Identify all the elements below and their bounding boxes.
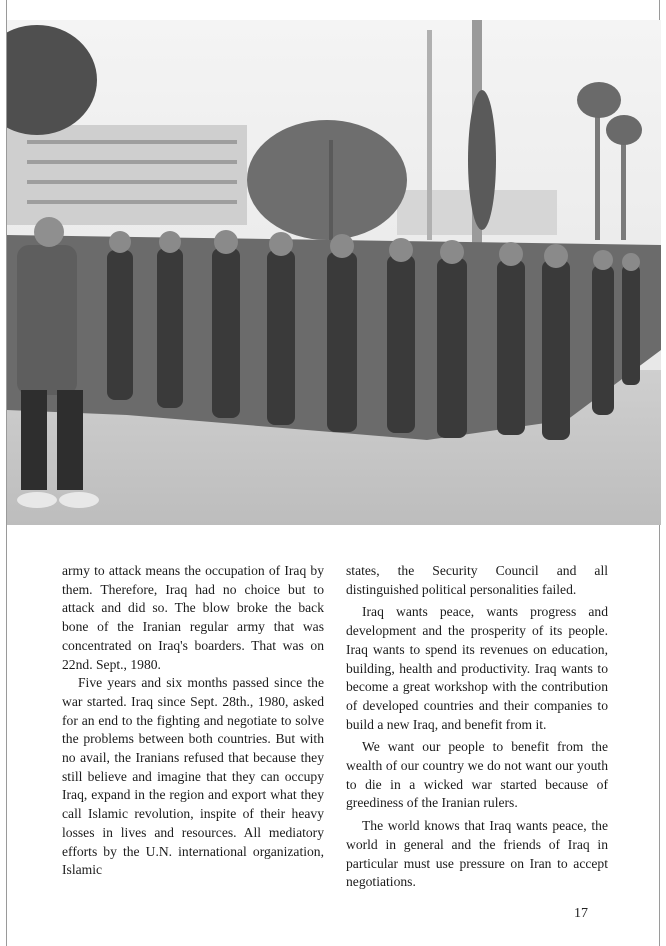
parade-photo — [7, 20, 661, 525]
paragraph: The world knows that Iraq wants peace, the world in general and the friends of Iraq in particular must use pressure on Iran to accept negotiations. — [346, 818, 608, 890]
paragraph: states, the Security Council and all distinguished political personalities failed. — [346, 563, 608, 597]
paragraph: army to attack means the occupation of Iraq by them. Therefore, Iraq had no choice but to attack and did so. The blow broke the back bone of the Iranian regular army that was concentrated on Iraq's boarders. That was on 22nd. Sept., 1980. — [62, 563, 324, 672]
paragraph: Iraq wants peace, wants progress and development and the prosperity of its people. Iraq wants to spend its revenues on education, building, health and productivity. Iraq wants to become a great workshop with the contribution of developed countries and their companies to build a new Iraq, and benefit from it. — [346, 604, 608, 732]
left-text-column — [62, 562, 324, 880]
right-text-column — [346, 562, 608, 892]
paragraph: Five years and six months passed since the war started. Iraq since Sept. 28th., 1980, asked for an end to the fighting and negotiate to solve the problems between both countries. But with no avail, the Iranians refused that because they still believe and imagine that they can occupy Iraq, expand in the region and export what they call Islamic revolution, inspite of their heavy losses in lives and resources. All mediatory efforts by the U.N. international organization, Islamic — [62, 675, 324, 878]
paragraph: We want our people to benefit from the wealth of our country we do not want our youth to die in a wicked war started because of greediness of the Iranian rulers. — [346, 739, 608, 811]
page-number: 17 — [574, 906, 588, 921]
parade-photo-icon — [7, 20, 661, 525]
